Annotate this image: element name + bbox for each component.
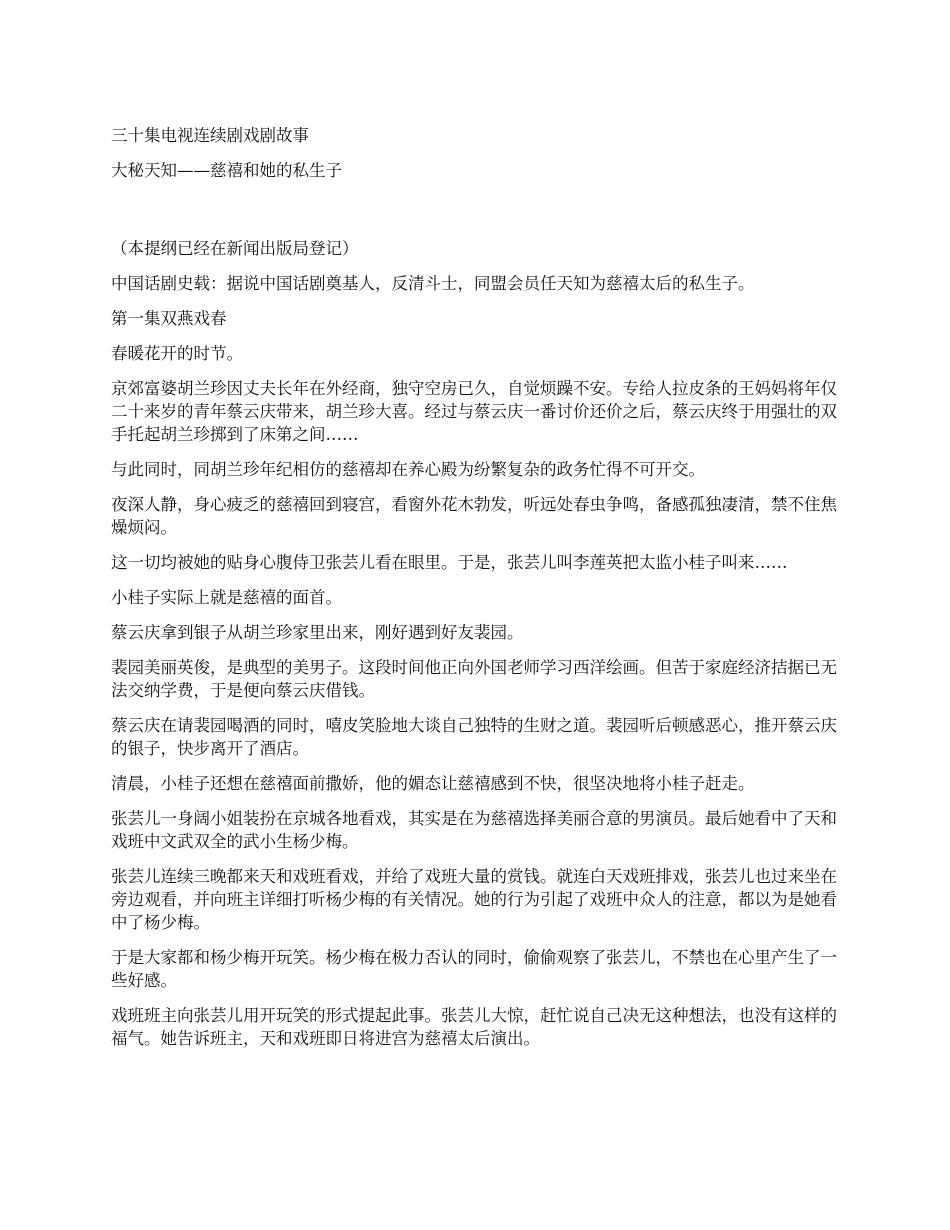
history-note: 中国话剧史载：据说中国话剧奠基人，反清斗士，同盟会员任天知为慈禧太后的私生子。: [111, 274, 755, 293]
paragraph: 蔡云庆拿到银子从胡兰珍家里出来，刚好遇到好友裴园。: [111, 623, 524, 642]
document-heading: 三十集电视连续剧戏剧故事: [111, 126, 309, 145]
paragraph: 与此同时，同胡兰珍年纪相仿的慈禧却在养心殿为纷繁复杂的政务忙得不可开交。: [111, 460, 705, 479]
paragraph: 裴园美丽英俊，是典型的美男子。这段时间他正向外国老师学习西洋绘画。但苦于家庭经济拮据已无法交纳学费，于是便向蔡云庆借钱。: [111, 658, 837, 700]
paragraph: 小桂子实际上就是慈禧的面首。: [111, 588, 342, 607]
paragraph: 这一切均被她的贴身心腹侍卫张芸儿看在眼里。于是，张芸儿叫李莲英把太监小桂子叫来……: [111, 553, 788, 572]
paragraph: 于是大家都和杨少梅开玩笑。杨少梅在极力否认的同时，偷偷观察了张芸儿，不禁也在心里产生了一些好感。: [111, 948, 837, 990]
paragraph: 清晨，小桂子还想在慈禧面前撒娇，他的媚态让慈禧感到不快，很坚决地将小桂子赶走。: [111, 774, 755, 793]
paragraph: 京郊富婆胡兰珍因丈夫长年在外经商，独守空房已久，自觉烦躁不安。专给人拉皮条的王妈妈将年仅二十来岁的青年蔡云庆带来，胡兰珍大喜。经过与蔡云庆一番讨价还价之后，蔡云庆终于用强壮的双手托起胡兰珍掷到了床第之间……: [111, 379, 837, 444]
paragraph: 张芸儿一身阔小姐装扮在京城各地看戏，其实是在为慈禧选择美丽合意的男演员。最后她看中了天和戏班中文武双全的武小生杨少梅。: [111, 809, 837, 851]
paragraph: 张芸儿连续三晚都来天和戏班看戏，并给了戏班大量的赏钱。就连白天戏班排戏，张芸儿也过来坐在旁边观看，并向班主详细打听杨少梅的有关情况。她的行为引起了戏班中众人的注意，都以为是她看中了杨少梅。: [111, 867, 837, 932]
paragraph: 春暖花开的时节。: [111, 344, 243, 363]
paragraph: 戏班班主向张芸儿用开玩笑的形式提起此事。张芸儿大惊，赶忙说自己决无这种想法，也没有这样的福气。她告诉班主，天和戏班即日将进宫为慈禧太后演出。: [111, 1006, 837, 1048]
registration-note: （本提纲已经在新闻出版局登记）: [111, 239, 359, 258]
paragraph: 蔡云庆在请裴园喝酒的同时，嘻皮笑脸地大谈自己独特的生财之道。裴园听后顿感恶心，推开蔡云庆的银子，快步离开了酒店。: [111, 716, 837, 758]
blank-gap: [111, 194, 843, 237]
document-body: [111, 124, 843, 1062]
episode-title: 第一集双燕戏春: [111, 309, 227, 328]
paragraph: 夜深人静，身心疲乏的慈禧回到寝宫，看窗外花木勃发，听远处春虫争鸣，备感孤独凄清，禁不住焦燥烦闷。: [111, 495, 837, 537]
document-subtitle: 大秘天知——慈禧和她的私生子: [111, 161, 342, 180]
